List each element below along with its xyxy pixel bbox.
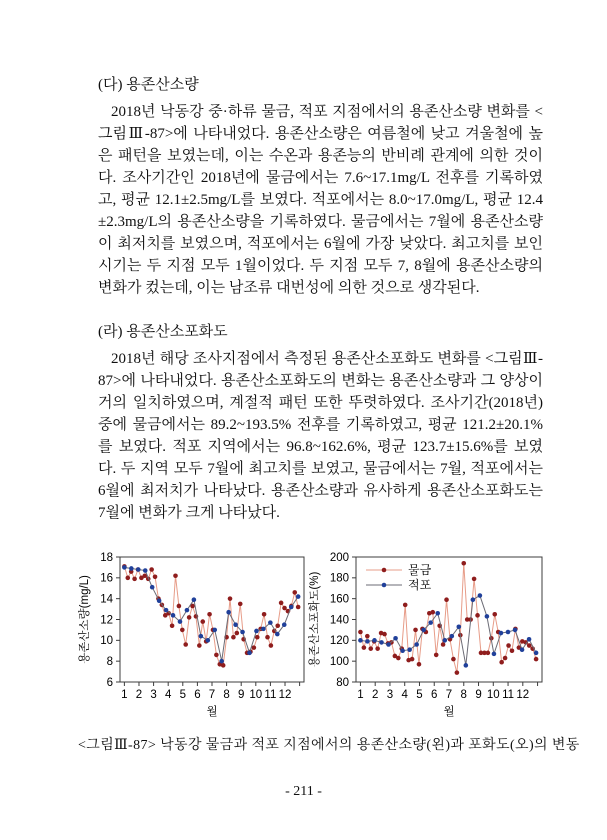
svg-text:14: 14 [100, 593, 113, 606]
svg-text:1: 1 [121, 689, 128, 701]
svg-text:120: 120 [329, 635, 349, 648]
svg-text:5: 5 [415, 689, 423, 701]
section-do-saturation [98, 320, 543, 524]
svg-text:6: 6 [430, 689, 438, 701]
svg-text:180: 180 [329, 572, 349, 585]
svg-text:7: 7 [445, 689, 452, 701]
section-heading: (라) 용존산소포화도 [98, 324, 228, 340]
svg-text:80: 80 [335, 676, 349, 689]
svg-text:5: 5 [179, 689, 186, 701]
svg-text:2: 2 [371, 689, 379, 701]
section-dissolved-oxygen [98, 73, 543, 299]
svg-text:160: 160 [329, 593, 349, 606]
svg-text:9: 9 [238, 689, 245, 701]
svg-text:12: 12 [100, 614, 113, 627]
svg-text:11: 11 [264, 689, 277, 701]
do-amount-line-chart [76, 548, 306, 720]
svg-text:100: 100 [329, 655, 349, 668]
section-paragraph: 2018년 해당 조사지점에서 측정된 용존산소포화도 변화를 <그림Ⅲ-87>에 나타내었다. 용존산소포화도의 변화는 용존산소량과 그 양상이 거의 일치하였으며, 계절적 패턴 또한 뚜렷하였다. 조사기간(2018년) 중에 물금에서는 89.2~193.5% 전후를 기록하였고, 평균 121.2±20.1%를 보였다. 적포 지역에서는 96.8~162.6%, 평균 123.7±15.6%를 보였다. 두 지역 모두 7월에 최고치를 보였고, 물금에서는 7월, 적포에서는 6월에 최저치가 나타났다. 용존산소량과 유사하게 용존산소포화도는 7월에 변화가 크게 나타났다. [98, 351, 543, 521]
svg-text:140: 140 [329, 614, 349, 627]
svg-text:3: 3 [150, 689, 157, 701]
svg-text:3: 3 [386, 689, 393, 701]
figure-iii-87 [76, 548, 543, 720]
svg-text:4: 4 [164, 689, 172, 701]
section-paragraph: 2018년 낙동강 중·하류 물금, 적포 지점에서의 용존산소량 변화를 <그림Ⅲ-87>에 나타내었다. 용존산소량은 여름철에 낮고 겨울철에 높은 패턴을 보였는데, 이는 수온과 용존능의 반비례 관계에 의한 것이다. 조사기간인 2018년에 물금에서는 7.6~17.1mg/L 전후를 기록하였고, 평균 12.1±2.5mg/L를 보였다. 적포에서는 8.0~17.0mg/L, 평균 12.4±2.3mg/L의 용존산소량을 기록하였다. 물금에서는 7월에 용존산소량이 최저치를 보였으며, 적포에서는 6월에 가장 낮았다. 최고치를 보인 시기는 두 지점 모두 1월이었다. 두 지점 모두 7, 8월에 용존산소량의 변화가 컸는데, 이는 남조류 대번성에 의한 것으로 생각된다. [98, 104, 543, 296]
figure-caption: <그림Ⅲ-87> 낙동강 물금과 적포 지점에서의 용존산소량(왼)과 포화도(오)의 변동 [78, 738, 580, 753]
svg-text:6: 6 [106, 676, 113, 689]
page-number: - 211 - [285, 784, 322, 799]
svg-text:16: 16 [100, 572, 113, 585]
svg-text:18: 18 [100, 551, 113, 564]
do-saturation-line-chart [306, 548, 543, 720]
svg-text:7: 7 [208, 689, 216, 701]
svg-text:물금: 물금 [407, 563, 431, 577]
svg-text:8: 8 [460, 689, 467, 701]
svg-text:10: 10 [486, 689, 500, 701]
svg-text:9: 9 [474, 689, 482, 701]
svg-text:12: 12 [278, 689, 292, 701]
svg-text:월: 월 [443, 706, 455, 718]
svg-text:4: 4 [401, 689, 408, 701]
svg-text:11: 11 [501, 689, 514, 701]
svg-text:용존산소포화도(%): 용존산소포화도(%) [308, 571, 321, 668]
svg-text:10: 10 [100, 635, 113, 648]
svg-text:8: 8 [106, 655, 113, 668]
svg-text:용존산소량(mg/L): 용존산소량(mg/L) [79, 575, 91, 664]
svg-text:200: 200 [329, 551, 349, 564]
svg-text:12: 12 [516, 689, 529, 701]
svg-text:8: 8 [223, 689, 230, 701]
section-heading: (다) 용존산소량 [98, 77, 199, 93]
svg-text:10: 10 [249, 689, 263, 701]
svg-text:2: 2 [135, 689, 143, 701]
svg-text:6: 6 [194, 689, 201, 701]
svg-text:1: 1 [356, 689, 364, 701]
svg-text:월: 월 [206, 706, 218, 718]
svg-text:적포: 적포 [407, 578, 431, 592]
